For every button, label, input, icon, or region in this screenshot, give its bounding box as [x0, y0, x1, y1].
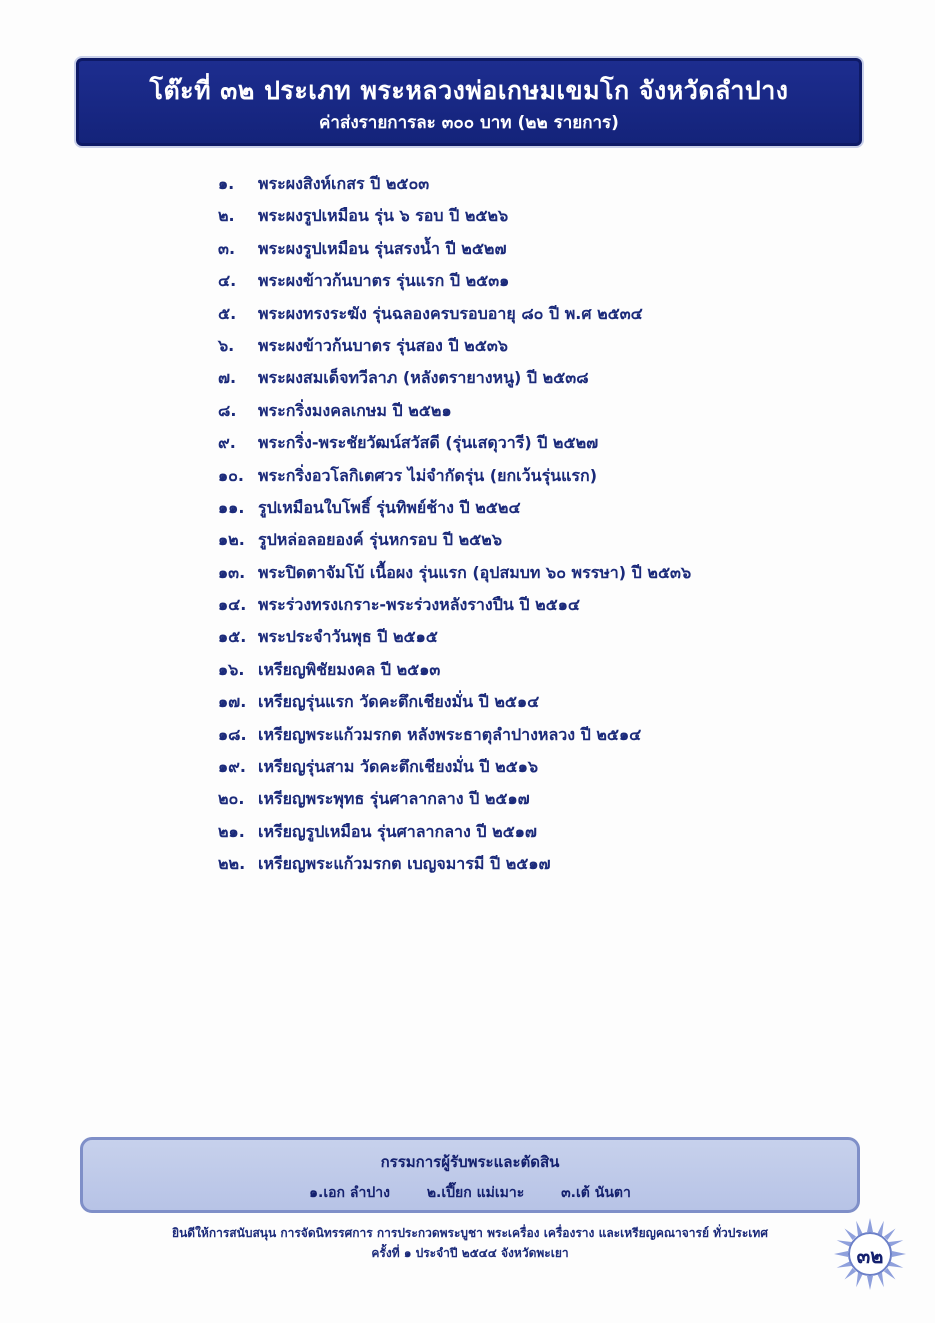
list-item	[218, 397, 858, 429]
item-text: พระผงสมเด็จทวีลาภ (หลังตรายางหนู) ปี ๒๕๓๘	[258, 368, 589, 388]
judge-name: ๑.เอก ลำปาง	[309, 1185, 390, 1201]
item-text: พระผงรูปเหมือน รุ่น ๖ รอบ ปี ๒๕๒๖	[258, 206, 509, 226]
judges-list	[83, 1182, 857, 1204]
list-item	[218, 202, 858, 234]
committee-box	[80, 1137, 860, 1213]
list-item	[218, 494, 858, 526]
item-number: ๑.	[218, 174, 235, 193]
item-text: รูปเหมือนใบโพธิ์ รุ่นทิพย์ช้าง ปี ๒๕๒๔	[258, 497, 521, 517]
page-title: โต๊ะที่ ๓๒ ประเภท พระหลวงพ่อเกษมเขมโก จังหวัดลำปาง	[149, 76, 789, 105]
list-item	[218, 526, 858, 558]
item-text: เหรียญพิชัยมงคล ปี ๒๕๑๓	[258, 659, 441, 679]
list-item	[218, 623, 858, 655]
item-number: ๑๐.	[218, 465, 244, 485]
item-text: เหรียญรูปเหมือน รุ่นศาลากลาง ปี ๒๕๑๗	[258, 821, 537, 841]
item-number: ๖.	[218, 335, 235, 355]
list-item	[218, 721, 858, 753]
item-number: ๕.	[218, 303, 237, 323]
item-text: พระผงข้าวก้นบาตร รุ่นสอง ปี ๒๕๓๖	[258, 335, 508, 355]
item-number: ๒๑.	[218, 821, 245, 841]
item-number: ๒.	[218, 206, 235, 226]
item-text: พระประจำวันพุธ ปี ๒๕๑๕	[258, 627, 438, 647]
item-number: ๗.	[218, 368, 237, 388]
list-item	[218, 462, 858, 494]
item-number: ๒๐.	[218, 789, 245, 809]
list-item	[218, 656, 858, 688]
list-item	[218, 559, 858, 591]
item-number: ๓.	[218, 238, 236, 258]
item-text: พระร่วงทรงเกราะ-พระร่วงหลังรางปืน ปี ๒๕๑๔	[258, 595, 581, 615]
header-banner	[76, 58, 862, 146]
item-number: ๒๒.	[218, 854, 246, 874]
list-item	[218, 688, 858, 720]
item-text: เหรียญรุ่นสาม วัดคะตึกเชียงมั่น ปี ๒๕๑๖	[258, 757, 539, 777]
page-subtitle: ค่าส่งรายการละ ๓๐๐ บาท (๒๒ รายการ)	[319, 113, 619, 133]
item-number: ๑๘.	[218, 724, 247, 744]
page-number: ๓๒	[856, 1244, 884, 1268]
item-number: ๑๓.	[218, 562, 246, 582]
item-text: รูปหล่อลอยองค์ รุ่นหกรอบ ปี ๒๕๒๖	[258, 530, 502, 550]
item-number: ๑๒.	[218, 530, 245, 550]
list-item	[218, 591, 858, 623]
list-item	[218, 332, 858, 364]
list-item	[218, 300, 858, 332]
list-item	[218, 235, 858, 267]
item-text: พระกริ่งมงคลเกษม ปี ๒๕๒๑	[258, 400, 452, 420]
list-item	[218, 818, 858, 850]
list-item	[218, 429, 858, 461]
item-text: พระผงสิงห์เกสร ปี ๒๕๐๓	[258, 174, 430, 193]
list-item	[218, 753, 858, 785]
page-number-badge	[834, 1218, 906, 1290]
judge-name: ๒.เปี๊ยก แม่เมาะ	[426, 1185, 525, 1201]
footer-edition: ครั้งที่ ๑ ประจำปี ๒๕๔๔ จังหวัดพะเยา	[371, 1246, 569, 1260]
footer-note: ยินดีให้การสนับสนุน การจัดนิทรรศการ การประกวดพระบูชา พระเครื่อง เครื่องราง และเหรียญคณาจารย์ ทั่วประเทศ	[172, 1226, 768, 1240]
item-text: พระกริ่งอวโลกิเตศวร ไม่จำกัดรุ่น (ยกเว้นรุ่นแรก)	[258, 465, 598, 485]
item-text: เหรียญพระแก้วมรกต เบญจมารมี ปี ๒๕๑๗	[258, 854, 551, 874]
item-text: พระปิดตาจัมโบ้ เนื้อผง รุ่นแรก (อุปสมบท ๖๐ พรรษา) ปี ๒๕๓๖	[258, 562, 692, 582]
list-item	[218, 850, 858, 882]
item-list	[218, 170, 858, 883]
item-text: พระผงข้าวก้นบาตร รุ่นแรก ปี ๒๕๓๑	[258, 271, 510, 291]
item-number: ๘.	[218, 400, 237, 420]
list-item	[218, 170, 858, 202]
item-text: เหรียญพระพุทธ รุ่นศาลากลาง ปี ๒๕๑๗	[258, 789, 530, 809]
judge-name: ๓.เต้ นันตา	[561, 1185, 631, 1201]
list-item	[218, 364, 858, 396]
item-number: ๑๑.	[218, 497, 245, 517]
list-item	[218, 785, 858, 817]
list-item	[218, 267, 858, 299]
item-text: เหรียญพระแก้วมรกต หลังพระธาตุลำปางหลวง ปี ๒๕๑๔	[258, 724, 642, 744]
item-number: ๑๗.	[218, 692, 247, 712]
item-text: พระกริ่ง-พระชัยวัฒน์สวัสดี (รุ่นเสดุวารี) ปี ๒๕๒๗	[258, 433, 599, 453]
item-text: พระผงทรงระฆัง รุ่นฉลองครบรอบอายุ ๘๐ ปี พ.ศ ๒๕๓๔	[258, 303, 643, 323]
item-text: พระผงรูปเหมือน รุ่นสรงน้ำ ปี ๒๕๒๗	[258, 238, 507, 258]
item-number: ๔.	[218, 271, 237, 291]
item-number: ๙.	[218, 433, 236, 453]
committee-title: กรรมการผู้รับพระและตัดสิน	[380, 1153, 560, 1171]
item-number: ๑๙.	[218, 757, 246, 777]
item-number: ๑๔.	[218, 595, 247, 615]
item-number: ๑๕.	[218, 627, 247, 647]
item-text: เหรียญรุ่นแรก วัดคะตึกเชียงมั่น ปี ๒๕๑๔	[258, 692, 540, 712]
item-number: ๑๖.	[218, 659, 245, 679]
